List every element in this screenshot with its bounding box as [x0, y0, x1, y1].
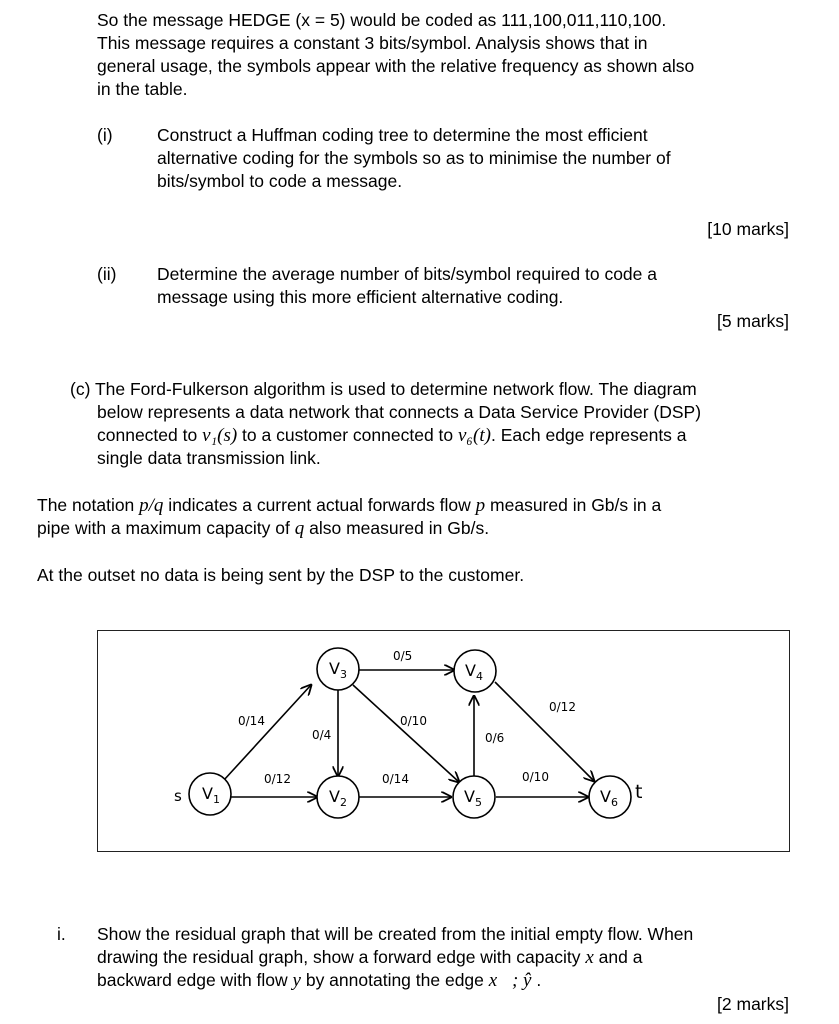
node-v1	[189, 773, 231, 815]
part-c-line: below represents a data network that connects a Data Service Provider (DSP)	[97, 402, 702, 422]
question-i-line: Construct a Huffman coding tree to determine the most efficient	[157, 125, 648, 145]
question-residual-line: drawing the residual graph, show a forward edge with capacity x and a	[97, 947, 643, 968]
intro-line: general usage, the symbols appear with the relative frequency as shown also	[97, 56, 695, 76]
node-v6	[589, 776, 631, 818]
edge-label-v5-v4: 0/6	[485, 731, 505, 745]
question-ii-text	[157, 263, 657, 309]
intro-paragraph	[97, 9, 694, 101]
math-p-over-q: p/q	[139, 495, 164, 516]
network-graph	[98, 631, 791, 853]
part-c-line: (c) The Ford-Fulkerson algorithm is used to determine network flow. The diagram	[70, 379, 697, 399]
part-c-line: connected to v₁(s) to a customer connected to v₆(t). Each edge represents a	[97, 425, 687, 446]
edge-v4-v6	[495, 682, 594, 781]
svg-text:V1: $V_1$	[202, 784, 220, 806]
question-ii-line: Determine the average number of bits/symbol required to code a	[157, 264, 657, 284]
node-v4	[454, 650, 496, 692]
edge-label-v1-v2: 0/12	[264, 772, 291, 786]
math-edge-annotation: x⃗; ŷ	[488, 970, 532, 991]
math-v1-s: v₁(s)	[202, 425, 238, 446]
network-flow-diagram	[97, 630, 790, 852]
edge-label-v3-v2: 0/4	[312, 728, 332, 742]
math-y: y	[292, 970, 301, 991]
edge-label-v3-v5: 0/10	[400, 714, 427, 728]
math-x: x	[585, 947, 594, 968]
question-i-number: (i)	[97, 125, 113, 145]
question-i-marks: [10 marks]	[707, 219, 789, 239]
intro-line: in the table.	[97, 79, 188, 99]
math-v6-t: v₆(t)	[458, 425, 491, 446]
math-p: p	[475, 495, 486, 516]
edge-label-v1-v3: 0/14	[238, 714, 265, 728]
edge-label-v5-v6: 0/10	[522, 770, 549, 784]
edge-label-v4-v6: 0/12	[549, 700, 576, 714]
part-c-paragraph	[70, 378, 701, 470]
question-residual-line: backward edge with flow y by annotating the edge x⃗; ŷ .	[97, 970, 542, 991]
part-c-line: single data transmission link.	[97, 448, 321, 468]
question-i-line: alternative coding for the symbols so as to minimise the number of	[157, 148, 671, 168]
question-ii-line: message using this more efficient alternative coding.	[157, 287, 564, 307]
svg-text:V3: $V_3$	[329, 659, 347, 681]
notation-line: The notation p/q indicates a current actual forwards flow p measured in Gb/s in a	[37, 495, 662, 516]
question-residual-number: i.	[57, 924, 66, 944]
question-residual-marks: [2 marks]	[717, 994, 789, 1014]
question-i-line: bits/symbol to code a message.	[157, 171, 403, 191]
notation-line: pipe with a maximum capacity of q also measured in Gb/s.	[37, 518, 490, 539]
sink-label: t	[635, 781, 643, 803]
edge-label-v2-v5: 0/14	[382, 772, 409, 786]
outset-sentence: At the outset no data is being sent by the DSP to the customer.	[37, 565, 525, 585]
edge-v1-v3	[224, 685, 311, 780]
question-residual-line: Show the residual graph that will be created from the initial empty flow. When	[97, 924, 694, 944]
node-v2	[317, 776, 359, 818]
question-ii-marks: [5 marks]	[717, 311, 789, 331]
math-q: q	[294, 518, 305, 539]
question-i-text	[157, 124, 671, 193]
node-v3	[317, 648, 359, 690]
intro-line: So the message HEDGE (x = 5) would be coded as 111,100,011,110,100.	[97, 10, 667, 30]
edge-label-v3-v4: 0/5	[393, 649, 413, 663]
svg-text:V6: $V_6$	[600, 787, 618, 809]
question-residual-text	[97, 923, 693, 992]
source-label: s	[174, 787, 182, 805]
intro-line: This message requires a constant 3 bits/symbol. Analysis shows that in	[97, 33, 648, 53]
question-ii-number: (ii)	[97, 264, 117, 284]
node-v5	[453, 776, 495, 818]
notation-paragraph	[37, 494, 661, 540]
edge-v3-v5	[353, 685, 459, 782]
svg-text:V4: $V_4$	[465, 661, 483, 683]
svg-text:V2: $V_2$	[329, 787, 347, 809]
svg-text:V5: $V_5$	[464, 787, 482, 809]
